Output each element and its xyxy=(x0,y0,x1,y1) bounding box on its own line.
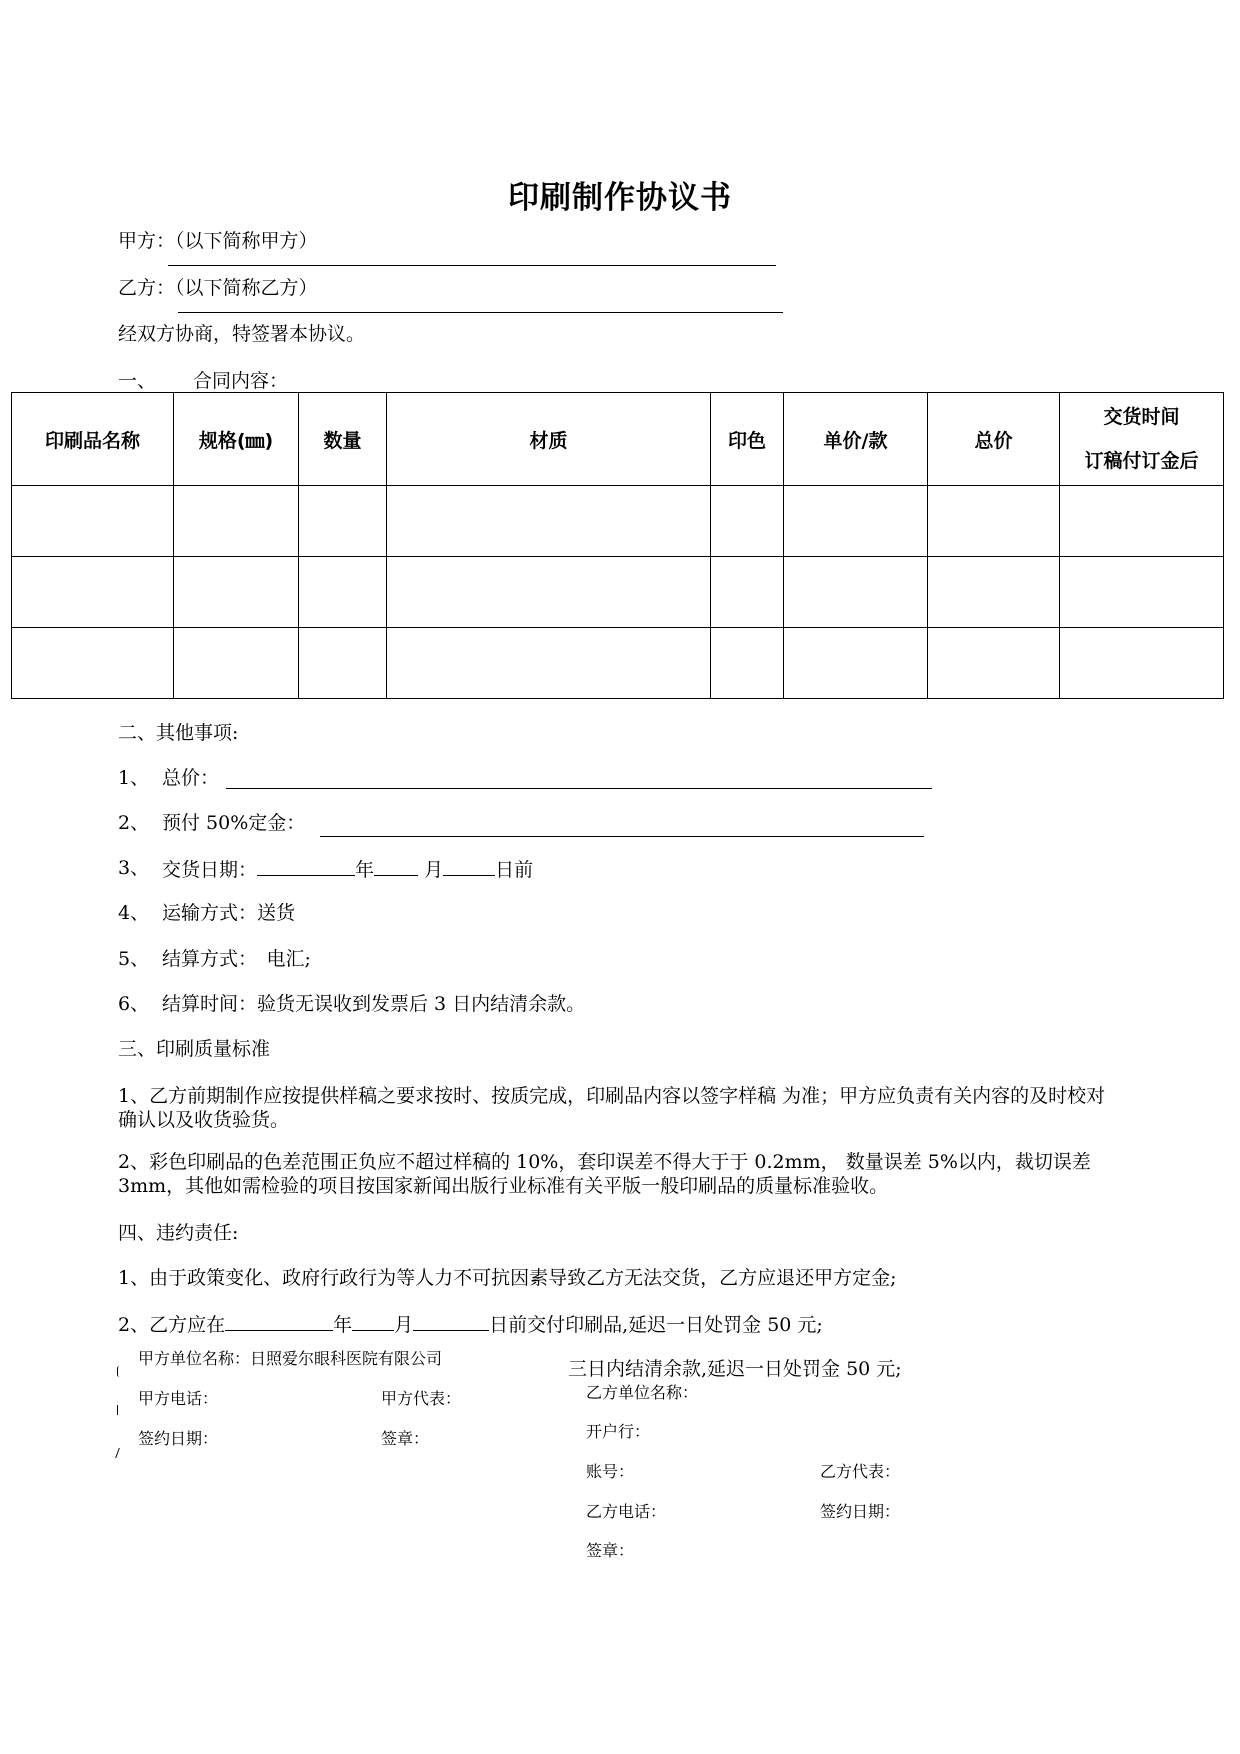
table-cell[interactable] xyxy=(387,486,711,557)
table-row xyxy=(12,628,1224,699)
party-a-date: 签约日期： xyxy=(138,1429,219,1448)
delivery-year-label: 年 xyxy=(355,859,375,881)
table-cell[interactable] xyxy=(299,557,387,628)
party-a-seal: 签章： xyxy=(381,1429,430,1448)
deposit-blank[interactable] xyxy=(320,836,924,837)
document-title: 印刷制作协议书 xyxy=(508,180,732,216)
s2-item3-num: 3、 xyxy=(118,857,150,879)
table-cell[interactable] xyxy=(299,628,387,699)
table-cell[interactable] xyxy=(1060,557,1224,628)
s2-item1-label: 总价： xyxy=(162,767,220,789)
clipped-text-mark xyxy=(117,1366,122,1377)
section1-number: 一、 xyxy=(118,370,157,392)
total-price-blank[interactable] xyxy=(226,788,932,789)
section3-heading: 三、印刷质量标准 xyxy=(118,1038,271,1060)
header-delivery-line1: 交货时间 xyxy=(1103,406,1180,428)
party-b-unit: 乙方单位名称： xyxy=(586,1383,699,1402)
table-cell[interactable] xyxy=(174,486,299,557)
header-quantity: 数量 xyxy=(299,393,387,486)
section4-item-3-fragment: 三日内结清余款,延迟一日处罚金 50 元; xyxy=(568,1358,902,1378)
table-cell[interactable] xyxy=(1060,628,1224,699)
party-b-date: 签约日期： xyxy=(820,1502,901,1521)
table-cell[interactable] xyxy=(299,486,387,557)
delivery-day-label: 日前 xyxy=(495,859,534,881)
party-a-label: 甲方：（以下简称甲方） xyxy=(118,230,318,252)
s2-item5-text: 结算方式： 电汇; xyxy=(162,948,311,970)
table-header-row xyxy=(12,393,1224,486)
table-cell[interactable] xyxy=(174,628,299,699)
section4-item-2 xyxy=(118,1311,823,1337)
preamble: 经双方协商，特签署本协议。 xyxy=(118,323,366,345)
s4-item2-prefix: 2、乙方应在 xyxy=(118,1314,226,1336)
party-b-bank: 开户行： xyxy=(586,1422,651,1441)
delivery-day-blank[interactable] xyxy=(443,856,495,876)
s2-item2-num: 2、 xyxy=(118,812,150,834)
s2-item2-label: 预付 50%定金： xyxy=(162,812,306,834)
delivery-year-blank[interactable] xyxy=(257,856,355,876)
s2-item4-num: 4、 xyxy=(118,902,150,924)
section3-paragraph-1: 1、乙方前期制作应按提供样稿之要求按时、按质完成，印刷品内容以签字样稿 为准；甲方应负责有关内容的及时校对确认以及收货验货。 xyxy=(118,1085,1106,1131)
delivery-month-blank[interactable] xyxy=(374,856,418,876)
delivery-month-label: 月 xyxy=(424,859,444,881)
contract-table xyxy=(11,392,1224,699)
header-delivery xyxy=(1060,393,1224,486)
party-b-underline xyxy=(178,312,783,313)
table-cell[interactable] xyxy=(711,557,784,628)
header-item-name: 印刷品名称 xyxy=(12,393,174,486)
s2-item4-text: 运输方式：送货 xyxy=(162,902,296,924)
clipped-text-mark xyxy=(115,1448,124,1458)
table-cell[interactable] xyxy=(387,628,711,699)
table-cell[interactable] xyxy=(784,486,928,557)
table-cell[interactable] xyxy=(784,557,928,628)
s2-item1-num: 1、 xyxy=(118,767,150,789)
party-a-rep: 甲方代表： xyxy=(381,1389,462,1408)
table-cell[interactable] xyxy=(928,486,1060,557)
header-delivery-line2: 订稿付订金后 xyxy=(1084,450,1199,472)
header-material: 材质 xyxy=(387,393,711,486)
party-a-unit: 甲方单位名称：日照爱尔眼科医院有限公司 xyxy=(138,1349,443,1368)
header-unit-price: 单价/款 xyxy=(784,393,928,486)
party-b-label: 乙方：（以下简称乙方） xyxy=(118,277,318,299)
section2-heading: 二、其他事项: xyxy=(118,722,239,744)
party-b-seal: 签章： xyxy=(586,1541,635,1560)
s4-item2-suffix: 日前交付印刷品,延迟一日处罚金 50 元; xyxy=(489,1314,823,1336)
table-cell[interactable] xyxy=(387,557,711,628)
penalty-year-blank[interactable] xyxy=(225,1311,333,1331)
header-color: 印色 xyxy=(711,393,784,486)
delivery-date-line xyxy=(162,856,533,882)
section4-item-1: 1、由于政策变化、政府行政行为等人力不可抗因素导致乙方无法交货，乙方应退还甲方定金; xyxy=(118,1267,897,1289)
s2-item6-num: 6、 xyxy=(118,993,150,1015)
s4-item2-month: 月 xyxy=(394,1314,414,1336)
s4-item2-year: 年 xyxy=(333,1314,353,1336)
s2-item5-num: 5、 xyxy=(118,948,150,970)
table-row xyxy=(12,557,1224,628)
party-b-phone: 乙方电话： xyxy=(586,1502,667,1521)
header-total: 总价 xyxy=(928,393,1060,486)
table-cell[interactable] xyxy=(1060,486,1224,557)
s2-item6-text: 结算时间：验货无误收到发票后 3 日内结清余款。 xyxy=(162,993,586,1015)
table-cell[interactable] xyxy=(784,628,928,699)
table-cell[interactable] xyxy=(12,486,174,557)
table-cell[interactable] xyxy=(12,557,174,628)
table-cell[interactable] xyxy=(174,557,299,628)
party-b-rep: 乙方代表： xyxy=(820,1462,901,1481)
table-cell[interactable] xyxy=(928,628,1060,699)
section3-paragraph-2: 2、彩色印刷品的色差范围正负应不超过样稿的 10%，套印误差不得大于于 0.2mm， 数量误差 5%以内，裁切误差 3mm，其他如需检验的项目按国家新闻出版行业标准有关平版一般印刷品的质量标准验收。 xyxy=(118,1151,1091,1197)
table-cell[interactable] xyxy=(711,628,784,699)
s2-item3-label: 交货日期： xyxy=(162,859,258,881)
table-cell[interactable] xyxy=(12,628,174,699)
section4-heading: 四、违约责任: xyxy=(118,1222,239,1244)
clipped-text-mark xyxy=(117,1405,121,1415)
table-row xyxy=(12,486,1224,557)
table-cell[interactable] xyxy=(711,486,784,557)
table-cell[interactable] xyxy=(928,557,1060,628)
party-a-underline xyxy=(168,265,776,266)
penalty-day-blank[interactable] xyxy=(413,1311,489,1331)
penalty-month-blank[interactable] xyxy=(352,1311,394,1331)
party-b-account: 账号： xyxy=(586,1462,635,1481)
section1-heading: 合同内容： xyxy=(193,370,289,392)
header-spec: 规格(㎜) xyxy=(174,393,299,486)
party-a-phone: 甲方电话： xyxy=(138,1389,219,1408)
